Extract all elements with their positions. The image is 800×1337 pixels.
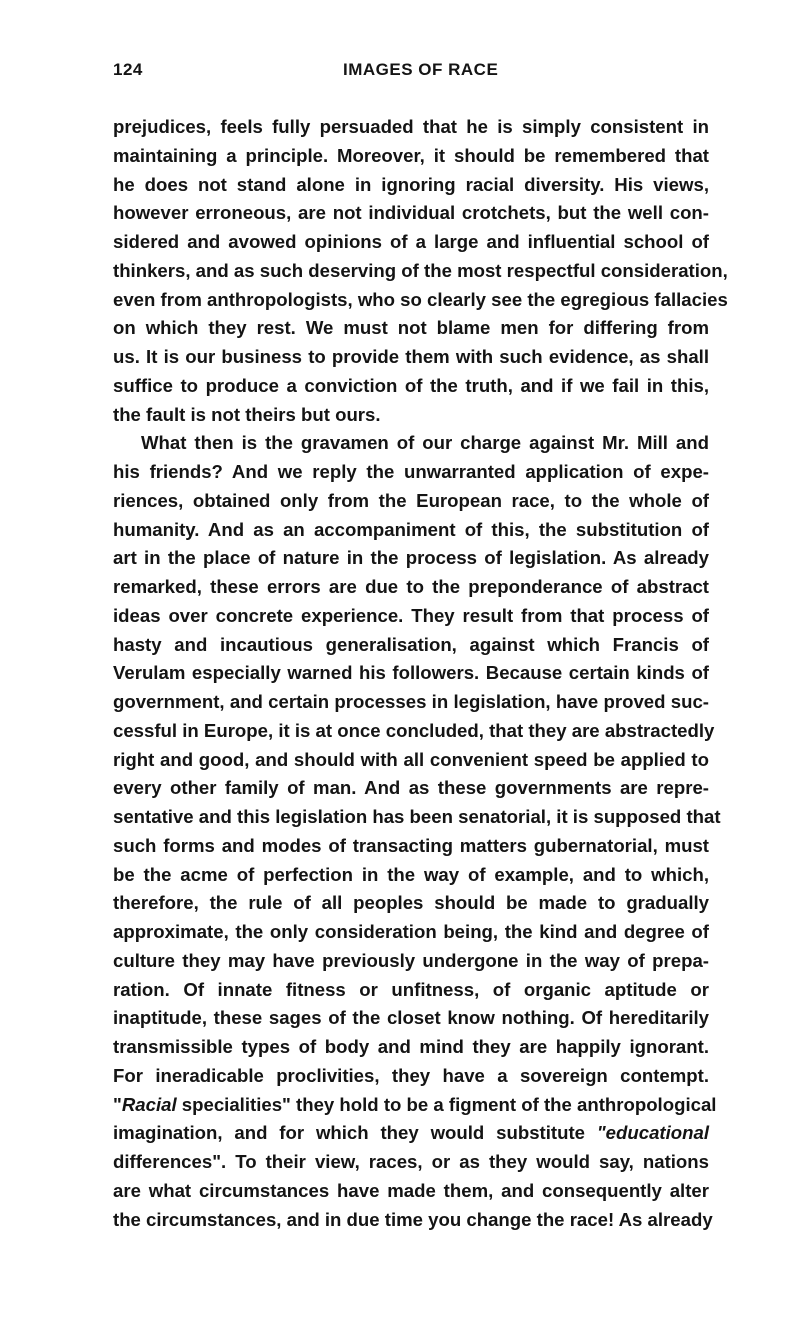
- text-line: remarked, these errors are due to the preponderance of abstract: [113, 576, 709, 597]
- text-line: however erroneous, are not individual crotchets, but the well con-: [113, 202, 709, 224]
- text-line: humanity. And as an accompaniment of this, the substitution of: [113, 518, 709, 540]
- text-line: us. It is our business to provide them with such evidence, as shall: [113, 346, 709, 367]
- italic-racial: Racial: [121, 1093, 177, 1115]
- running-head: IMAGES OF RACE: [343, 60, 499, 79]
- text-line: For ineradicable proclivities, they have a sovereign contempt.: [113, 1064, 709, 1086]
- page-number: 124: [113, 60, 143, 79]
- text-line: right and good, and should with all convenient speed be applied to: [113, 748, 709, 770]
- text-line: hasty and incautious generalisation, against which Francis of: [113, 633, 709, 655]
- line-text: imagination, and for which they would substitute: [113, 1122, 597, 1144]
- body-text: [113, 113, 728, 1234]
- text-line: sentative and this legislation has been senatorial, it is supposed that: [113, 806, 721, 827]
- text-line: cessful in Europe, it is at once concluded, that they are abstractedly: [113, 719, 715, 741]
- text-line: ideas over concrete experience. They result from that process of: [113, 604, 709, 626]
- page-header: [113, 60, 709, 84]
- text-line: the circumstances, and in due time you change the race! As already: [113, 1208, 713, 1230]
- text-line: he does not stand alone in ignoring racial diversity. His views,: [113, 173, 709, 195]
- text-line: sidered and avowed opinions of a large and influential school of: [113, 231, 709, 252]
- text-line: suffice to produce a conviction of the truth, and if we fail in this,: [113, 374, 709, 396]
- text-line: maintaining a principle. Moreover, it should be remembered that: [113, 144, 709, 166]
- text-line: art in the place of nature in the process of legislation. As already: [113, 547, 709, 569]
- line-rest: specialities" they hold to be a figment of the anthropological: [176, 1093, 717, 1115]
- text-line: inaptitude, these sages of the closet know nothing. Of hereditarily: [113, 1007, 709, 1029]
- text-line: therefore, the rule of all peoples should be made to gradually: [113, 892, 709, 914]
- text-line: thinkers, and as such deserving of the most respectful consideration,: [113, 259, 728, 281]
- text-line: the fault is not theirs but ours.: [113, 403, 381, 425]
- text-line: even from anthropologists, who so clearly see the egregious fallacies: [113, 288, 728, 310]
- text-line: [113, 1091, 717, 1120]
- text-line: differences". To their view, races, or as they would say, nations: [113, 1151, 709, 1172]
- text-line: culture they may have previously undergone in the way of prepa-: [113, 949, 709, 971]
- text-line: approximate, the only consideration being, the kind and degree of: [113, 921, 709, 942]
- text-line: prejudices, feels fully persuaded that he is simply consistent in: [113, 116, 709, 137]
- text-line: every other family of man. And as these governments are repre-: [113, 777, 709, 799]
- text-line: [113, 1119, 709, 1148]
- text-line: his friends? And we reply the unwarranted application of expe-: [113, 461, 709, 482]
- text-line: government, and certain processes in legislation, have proved suc-: [113, 691, 709, 712]
- italic-educational: "educational: [596, 1122, 709, 1144]
- text-line: such forms and modes of transacting matters gubernatorial, must: [113, 834, 709, 856]
- text-line: What then is the gravamen of our charge against Mr. Mill and: [141, 432, 709, 454]
- text-line: on which they rest. We must not blame men for differing from: [113, 317, 709, 339]
- text-line: ration. Of innate fitness or unfitness, of organic aptitude or: [113, 978, 709, 1000]
- text-line: are what circumstances have made them, and consequently alter: [113, 1179, 709, 1201]
- text-line: be the acme of perfection in the way of example, and to which,: [113, 863, 709, 885]
- open-quote: ": [113, 1093, 122, 1115]
- text-line: riences, obtained only from the European race, to the whole of: [113, 489, 709, 511]
- text-line: Verulam especially warned his followers. Because certain kinds of: [113, 662, 709, 684]
- text-line: transmissible types of body and mind they are happily ignorant.: [113, 1036, 709, 1057]
